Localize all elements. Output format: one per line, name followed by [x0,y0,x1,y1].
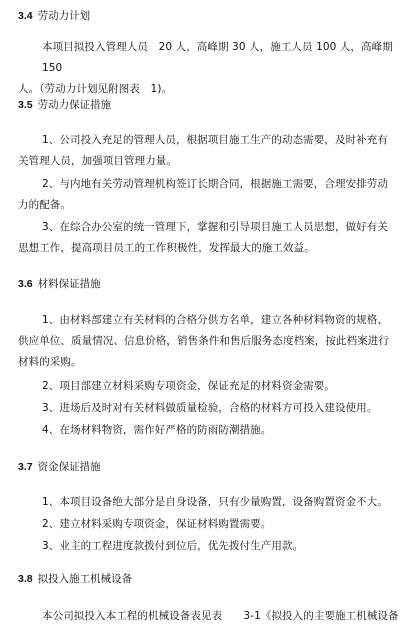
section-number: 3.8 [18,573,33,585]
section-heading-3-4 [18,9,90,23]
paragraph: 2、建立材料采购专项资金，保证材料购置需要。 [42,518,272,530]
section-number: 3.5 [18,99,33,111]
paragraph-line: 材料的采购。 [18,356,82,368]
paragraph [18,37,398,100]
section-heading-3-7 [18,460,101,474]
paragraph-line: 1、公司投入充足的管理人员，根据项目施工生产的动态需要，及时补充有 [42,134,388,146]
section-heading-3-5 [18,98,111,112]
paragraph-line: 人。（劳动力计划见附图表 1)。 [18,83,173,95]
paragraph [18,217,398,259]
section-number: 3.4 [18,10,33,22]
paragraph-line: 关管理人员，加强项目管理力量。 [18,155,177,167]
section-title: 劳动力计划 [37,10,91,22]
section-heading-3-8 [18,572,132,586]
paragraph-line: 力的配备。 [18,199,71,211]
paragraph: 1、本项目设备绝大部分是自身设备，只有少量购置，设备购置资金不大。 [42,496,388,508]
paragraph-line: 2、与内地有关劳动管理机构签订长期合同，根据施工需要，合理安排劳动 [42,178,388,190]
paragraph: 2、项目部建立材料采购专项资金，保证充足的材料资金需要。 [42,380,335,392]
paragraph-line: 3、在综合办公室的统一管理下，掌握和引导项目施工人员思想，做好有关 [42,221,388,233]
section-number: 3.6 [18,278,33,290]
paragraph: 4、在场材料物资，需作好严格的防雨防潮措施。 [42,424,272,436]
section-title: 资金保证措施 [37,461,101,473]
section-number: 3.7 [18,461,33,473]
section-title: 拟投入施工机械设备 [37,573,133,585]
paragraph: 本公司拟投入本工程的机械设备表见表 3-1《拟投入的主要施工机械设备 [42,610,399,622]
paragraph-line: 供应单位、质量情况、信息价格，销售条件和售后服务态度档案，按此档案进行 [18,335,389,347]
paragraph [18,310,398,373]
section-heading-3-6 [18,277,101,291]
paragraph: 3、业主的工程进度款拨付到位后，优先拨付生产用款。 [42,540,304,552]
paragraph: 3、进场后及时对有关材料做质量检验，合格的材料方可投入建设使用。 [42,402,378,414]
paragraph [18,130,398,172]
paragraph-line: 本项目拟投入管理人员 20 人，高峰期 30 人，施工人员 100 人，高峰期 150 [42,41,393,74]
section-title: 劳动力保证措施 [37,99,112,111]
paragraph-line: 1、由材料部建立有关材料的合格分供方名单，建立各种材料物资的规格、 [42,314,388,326]
section-title: 材料保证措施 [37,278,101,290]
paragraph [18,174,398,216]
paragraph-line: 思想工作，提高项目员工的工作积极性，发挥最大的施工效益。 [18,242,315,254]
